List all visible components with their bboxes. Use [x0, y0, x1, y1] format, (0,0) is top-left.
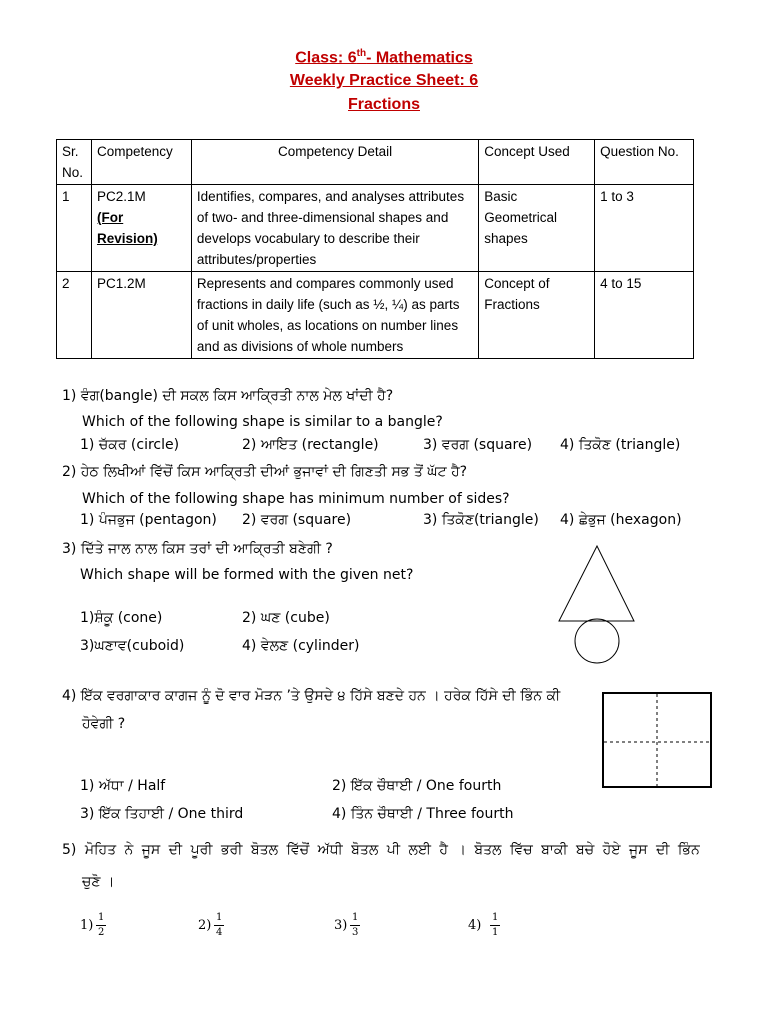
net-triangle-shape — [559, 546, 634, 621]
cell-detail: Represents and compares commonly used fractions in daily life (such as ½, ¼) as parts of unit wholes, as locations on number lines and as divisions of whole numbers — [191, 272, 478, 359]
q2-option-2[interactable]: 2) ਵਰਗ (square) — [242, 512, 352, 528]
fraction-bar — [350, 925, 360, 926]
q1-option-4[interactable]: 4) ਤਿਕੋਣ (triangle) — [560, 437, 681, 453]
q5-option-4-num: 1 — [492, 912, 499, 923]
net-circle-shape — [575, 619, 619, 663]
cone-net-figure — [556, 543, 646, 668]
folded-paper-figure — [602, 692, 714, 790]
q3-option-1[interactable]: 1)ਸ਼ੰਕੂ (cone) — [80, 610, 163, 626]
q5-option-3-num: 1 — [352, 912, 359, 923]
q5-option-1[interactable] — [80, 912, 105, 938]
q4-line-1: 4) ਇੱਕ ਵਰਗਾਕਾਰ ਕਾਗਜ ਨੂੰ ਦੋ ਵਾਰ ਮੋੜਨ ’ਤੇ ਉਸਦੇ ੪ ਹਿੱਸੇ ਬਣਦੇ ਹਨ । ਹਰੇਕ ਹਿੱਸੇ ਦੀ ਭਿੰਨ ਕੀ — [62, 688, 561, 704]
q3-option-4[interactable]: 4) ਵੇਲਣ (cylinder) — [242, 638, 360, 654]
table-row — [57, 185, 694, 272]
q5-option-3[interactable] — [334, 912, 359, 938]
q5-option-4-den: 1 — [492, 927, 499, 938]
header-competency: Competency — [91, 140, 191, 185]
q5-option-1-label: 1) — [80, 918, 94, 933]
q5-line-1: 5) ਮੋਹਿਤ ਨੇ ਜੂਸ ਦੀ ਪੂਰੀ ਭਰੀ ਬੋਤਲ ਵਿੱਚੋਂ ਅੱਧੀ ਬੋਤਲ ਪੀ ਲਈ ਹੈ । ਬੋਤਲ ਵਿੱਚ ਬਾਕੀ ਬਚੇ ਹੋਏ ਜੂਸ ਦੀ ਭਿੰਨ — [62, 842, 700, 858]
q4-option-1[interactable]: 1) ਅੱਧਾ / Half — [80, 778, 166, 794]
header-competency-detail: Competency Detail — [191, 140, 478, 185]
q5-option-1-num: 1 — [98, 912, 105, 923]
q5-option-2[interactable] — [198, 912, 223, 938]
q4-option-2[interactable]: 2) ਇੱਕ ਚੌਥਾਈ / One fourth — [332, 778, 502, 794]
cell-sr: 1 — [57, 185, 92, 272]
q5-option-4-label: 4) — [468, 918, 482, 933]
cell-questions: 4 to 15 — [595, 272, 694, 359]
table-header-row — [57, 140, 694, 185]
q4-option-4[interactable]: 4) ਤਿੰਨ ਚੌਥਾਈ / Three fourth — [332, 806, 514, 822]
fraction-bar — [214, 925, 224, 926]
competency-table — [56, 139, 694, 359]
q1-option-3[interactable]: 3) ਵਰਗ (square) — [423, 437, 533, 453]
table-row — [57, 272, 694, 359]
q4-line-2: ਹੋਵੇਗੀ ? — [82, 716, 126, 732]
q2-option-4[interactable]: 4) ਛੇਭੁਜ (hexagon) — [560, 512, 682, 528]
fraction-bar — [96, 925, 106, 926]
q5-option-1-den: 2 — [98, 927, 105, 938]
cell-detail: Identifies, compares, and analyses attributes of two- and three-dimensional shapes and develops vocabulary to describe their attributes/properties — [191, 185, 478, 272]
q2-option-1[interactable]: 1) ਪੰਜਭੁਜ (pentagon) — [80, 512, 217, 528]
q5-option-2-den: 4 — [216, 927, 223, 938]
fraction-bar — [490, 925, 500, 926]
q3-option-2[interactable]: 2) ਘਣ (cube) — [242, 610, 330, 626]
q3-english: Which shape will be formed with the given net? — [80, 567, 414, 583]
topic-title: Fractions — [347, 96, 420, 113]
q2-english: Which of the following shape has minimum number of sides? — [82, 491, 510, 507]
header-sr-no: Sr. No. — [57, 140, 92, 185]
q1-punjabi: 1) ਵੰਗ(bangle) ਦੀ ਸਕਲ ਕਿਸ ਆਕ੍ਰਿਤੀ ਨਾਲ ਮੇਲ ਖਾਂਦੀ ਹੈ? — [62, 388, 394, 404]
q1-option-1[interactable]: 1) ਚੱਕਰ (circle) — [80, 437, 180, 453]
q2-option-3[interactable]: 3) ਤਿਕੋਣ(triangle) — [423, 512, 539, 528]
cell-concept: Basic Geometrical shapes — [479, 185, 595, 272]
q5-option-2-num: 1 — [216, 912, 223, 923]
q5-option-2-label: 2) — [198, 918, 212, 933]
q5-option-4[interactable] — [468, 912, 499, 938]
q1-option-2[interactable]: 2) ਆਇਤ (rectangle) — [242, 437, 379, 453]
class-title: Class: 6th- Mathematics — [295, 48, 473, 67]
q2-punjabi: 2) ਹੇਠ ਲਿਖੀਆਂ ਵਿੱਚੋਂ ਕਿਸ ਆਕ੍ਰਿਤੀ ਦੀਆਂ ਭੁਜਾਵਾਂ ਦੀ ਗਿਣਤੀ ਸਭ ਤੋਂ ਘੱਟ ਹੈ? — [62, 464, 468, 480]
q5-line-2: ਚੁਣੋ । — [82, 874, 115, 890]
q1-english: Which of the following shape is similar to a bangle? — [82, 414, 443, 430]
q3-option-3[interactable]: 3)ਘਣਾਵ(cuboid) — [80, 638, 185, 654]
cell-competency: PC1.2M — [91, 272, 191, 359]
cell-competency: PC2.1M (For Revision) — [91, 185, 191, 272]
q3-punjabi: 3) ਦਿੱਤੇ ਜਾਲ ਨਾਲ ਕਿਸ ਤਰਾਂ ਦੀ ਆਕ੍ਰਿਤੀ ਬਣੇਗੀ ? — [62, 541, 333, 557]
header-question-no: Question No. — [595, 140, 694, 185]
cell-questions: 1 to 3 — [595, 185, 694, 272]
sheet-title: Weekly Practice Sheet: 6 — [289, 72, 479, 89]
q5-option-3-label: 3) — [334, 918, 348, 933]
cell-sr: 2 — [57, 272, 92, 359]
revision-note: (For Revision) — [96, 210, 158, 246]
header-concept-used: Concept Used — [479, 140, 595, 185]
q4-option-3[interactable]: 3) ਇੱਕ ਤਿਹਾਈ / One third — [80, 806, 244, 822]
q5-option-3-den: 3 — [352, 927, 359, 938]
cell-concept: Concept of Fractions — [479, 272, 595, 359]
